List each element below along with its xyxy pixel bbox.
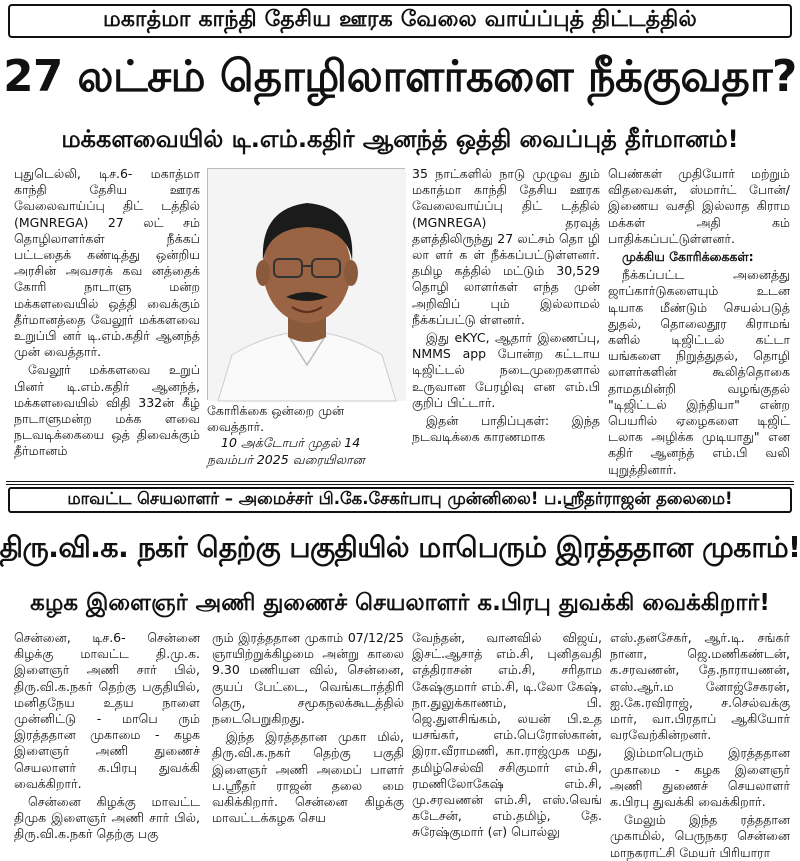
article2-column-1: [14, 630, 200, 842]
paragraph: சென்னை, டிச.6- சென்னை கிழக்கு மாவட்ட தி.மு.க. இளைஞர் அணி சார் பில், திரு.வி.க.நகர் தெற்கு பகுதியில், மனிதநேய உதய நாளை முன்னிட்டு - மாபெ ரும் இரத்ததான முகாமை - கழக இளைஞர் அணி துணைச் செயலாளர் க.பிரபு துவக்கி வைக்கிறார்.: [14, 630, 200, 791]
paragraph: மேலும் இந்த ரத்ததான முகாமில், பெருநகர சென்னை மாநகராட்சி மேயர் பிரியாரா: [610, 812, 790, 860]
paragraph: இந்த இரத்ததான முகா மில், திரு.வி.க.நகர் தெற்கு பகுதி இளைஞர் அணி அமைப் பாளர் ப.ஸ்ரீதர் ராஜன் தலை மை வகிக்கிறார். சென்னை கிழக்கு மாவட்டக்கழக செய: [212, 729, 404, 826]
article1-column-4: [608, 166, 790, 484]
paragraph: பெண்கள் முதியோர் மற்றும் விதவைகள், ஸ்மார்ட் போன்/இணைய வசதி இல்லாத கிராம மக்கள் அதி கம் பாதிக்கப்பட்டுள்ளனர்.: [608, 166, 790, 246]
portrait-illustration: [208, 169, 406, 401]
article2-column-3: [412, 630, 602, 839]
paragraph: எஸ்.தனசேகர், ஆர்.டி. சங்கர் நானா, ஜெ.மணிகண்டன், க.சரவணன், தே.நாராயணன், எஸ்.ஆர்.ம னோஜ்சேகரன், ஐ.கே.ரவிராஜ், ச.செல்வக்கு மார், வா.பிரதாப் ஆகியோர் வரவேற்கின்றனர்.: [610, 630, 790, 743]
article1-column-3: [412, 166, 600, 484]
article1-headline: 27 லட்சம் தொழிலாளர்களை நீக்குவதா?: [3, 52, 797, 102]
article2-column-4: [610, 630, 790, 860]
paragraph: நீக்கப்பட்ட அனைத்து ஜாப்கார்டுகளையும் உடன டியாக மீண்டும் செயல்படுத் துதல், தொலைதூர கிராமங் களில் டிஜிட்டல் கட்டா யங்களை நிறுத்துதல், தொழி லாளர்களின் கூலித்தொகை தாமதமின்றி வழங்குதல் "டிஜிட்டல் இந்தியா" என்ற பெயரில் ஏழைகளை டிஜிட் டலாக அழிக்க முடியாது" என கதிர் ஆனந்த் எம்.பி வலி யுறுத்தினார்.: [608, 267, 790, 477]
paragraph: இது eKYC, ஆதார் இணைப்பு, NMMS app போன்ற கட்டாய டிஜிட்டல் நடைமுறைகளால் உருவான பேரழிவு என எம்.பி குறிப் பிட்டார்.: [412, 330, 600, 410]
article1-kicker: மகாத்மா காந்தி தேசிய ஊரக வேலை வாய்ப்புத் திட்டத்தில்: [8, 4, 792, 38]
paragraph: இம்மாபெரும் இரத்ததான முகாமை - கழக இளைஞர் அணி துணைச் செயலாளர் க.பிரபு துவக்கி வைக்கிறார்.: [610, 745, 790, 810]
paragraph: ரும் இரத்ததான முகாம் 07/12/25 ஞாயிற்றுக்கிழமை அன்று காலை 9.30 மணியள வில், சென்னை, குயப் பேட்டை, வெங்கடாத்திரி தெரு, சமூகநலக்கூடத்தில் நடைபெறுகிறது.: [212, 630, 404, 727]
photo-caption: [207, 403, 405, 468]
article2-strip: மாவட்ட செயலாளர் – அமைச்சர் பி.கே.சேகர்பாபு முன்னிலை! ப.ஸ்ரீதர்ராஜன் தலைமை!: [8, 487, 792, 513]
paragraph: வேந்தன், வானவில் விஜய், இசட்.ஆசாத் எம்.சி, புனிதவதி எத்திராசன் எம்.சி, சரிதாம கேஷ்குமார் எம்.சி, டி.லோ கேஷ், நா.துலுக்காணம், பி. ஜெ.துளசிங்கம், லயன் பி.உத யசங்கர், எம்.பெரோஸ்கான், இரா.வீராமணி, கா.ராஜ்முக மது, தமிழ்செல்வி சசிகுமார் எம்.சி, ரமணிலோகேஷ் எம்.சி, மு.சரவணன் எம்.சி, எஸ்.வெங் கடேசன், எம்.தமிழ், தே. சுரேஷ்குமார் (எ) பொல்லு: [412, 630, 602, 840]
portrait-photo: [207, 168, 405, 400]
paragraph: புதுடெல்லி, டிச.6- மகாத்மா காந்தி தேசிய ஊரக வேலைவாய்ப்பு திட் டத்தில் (MGNREGA) 27 லட் சம் தொழிலாளர்கள் நீக்கப் பட்டதைக் கண்டித்து ஒன்றிய அரசின் அவசரக் கவ னத்தைக் கோரி நாடாளு மன்ற மக்களவையில் ஒத்தி வைக்கும் தீர்மானத்தை வேலூர் மக்களவை உறுப்பி னர் டி.எம்.கதிர் ஆனந்த் முன் வைத்தார்.: [14, 166, 200, 360]
paragraph: இதன் பாதிப்புகள்: இந்த நடவடிக்கை காரணமாக: [412, 413, 600, 445]
paragraph: 35 நாட்களில் நாடு முழுவ தும் மகாத்மா காந்தி தேசிய ஊரக வேலைவாய்ப்பு திட் டத்தில் (MGNREGA) தரவுத் தளத்திலிருந்து 27 லட்சம் தொ ழி லா ளர் க ள் நீக்கப்பட்டுள்ளனர். தமிழ கத்தில் மட்டும் 30,529 தொழி லாளர்கள் எந்த முன் அறிவிப் பும் இல்லாமல் நீக்கப்பட்டு ள்ளனர்.: [412, 166, 600, 327]
caption-line-1: கோரிக்கை ஒன்றை முன் வைத்தார்.: [207, 403, 345, 435]
article2-column-2: [212, 630, 404, 839]
article1-subhead: மக்களவையில் டி.எம்.கதிர் ஆனந்த் ஒத்தி வைப்புத் தீர்மானம்!: [61, 124, 739, 153]
caption-line-2: 10 அக்டோபர் முதல் 14 நவம்பர் 2025 வரையிலான: [207, 435, 365, 467]
paragraph: சென்னை கிழக்கு மாவட்ட திமுக இளைஞர் அணி சார் பில், திரு.வி.க.நகர் தெற்கு பகு: [14, 794, 200, 842]
section-divider: [6, 481, 794, 485]
paragraph: வேலூர் மக்களவை உறுப் பினர் டி.எம்.கதிர் ஆனந்த், மக்களவையில் விதி 332ன் கீழ் நாடாளுமன்ற மக்க ளவை நடவடிக்கையை ஒத் திவைக்கும் தீர்மானம்: [14, 362, 200, 459]
article1-column-1: [14, 166, 200, 484]
article2-subhead: கழக இளைஞர் அணி துணைச் செயலாளர் க.பிரபு துவக்கி வைக்கிறார்!: [30, 589, 770, 616]
article2-headline: திரு.வி.க. நகர் தெற்கு பகுதியில் மாபெரும் இரத்ததான முகாம்!: [0, 530, 800, 564]
section-heading: முக்கிய கோரிக்கைகள்:: [622, 249, 754, 265]
